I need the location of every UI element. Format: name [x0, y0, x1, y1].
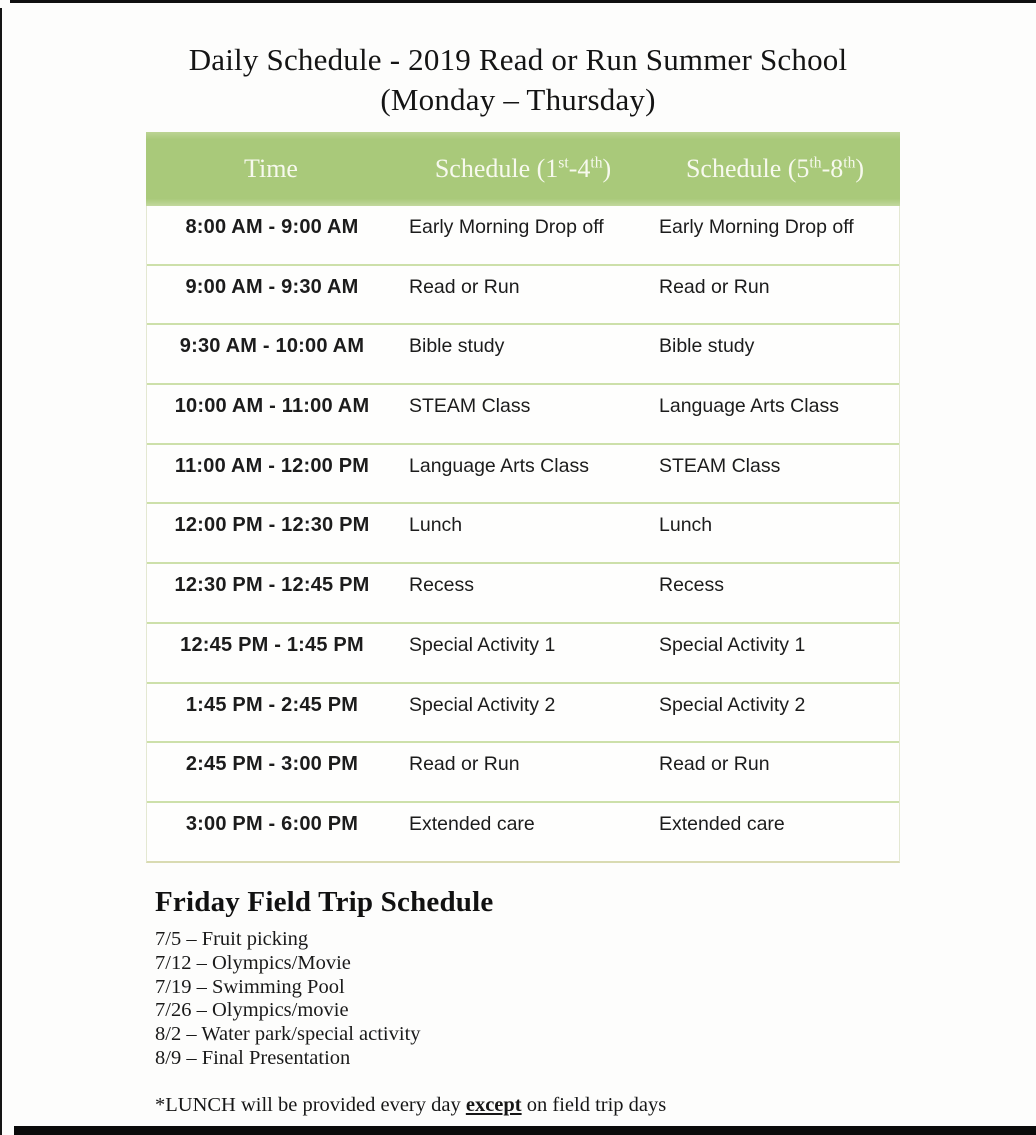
column-header-grade-5-8: Schedule (5th-8th) [685, 154, 865, 183]
friday-section-heading: Friday Field Trip Schedule [155, 886, 494, 918]
time-cell: 11:00 AM - 12:00 PM [174, 454, 370, 477]
page-title-line1: Daily Schedule - 2019 Read or Run Summer School [188, 42, 848, 77]
time-cell: 8:00 AM - 9:00 AM [185, 216, 359, 238]
table-row [147, 266, 899, 326]
lunch-note-pre: *LUNCH will be provided every day [155, 1094, 466, 1116]
lunch-note [155, 1094, 666, 1117]
daily-schedule-table [146, 132, 900, 863]
list-item: 7/5 – Fruit picking [155, 928, 309, 950]
grade-5-8-cell: Read or Run [659, 753, 770, 776]
grade-5-8-cell: Recess [659, 574, 725, 597]
scan-edge-bottom [14, 1126, 1036, 1135]
column-header-time: Time [244, 154, 298, 183]
grade-5-8-cell: Special Activity 1 [659, 633, 806, 656]
grade-1-4-cell: Recess [409, 574, 475, 597]
time-cell: 1:45 PM - 2:45 PM [185, 693, 359, 716]
time-cell: 10:00 AM - 11:00 AM [174, 395, 370, 418]
scan-edge-left [0, 8, 2, 1135]
lunch-note-emphasis: except [465, 1094, 522, 1116]
grade-5-8-cell: Extended care [659, 812, 785, 835]
list-item: 7/12 – Olympics/Movie [155, 951, 351, 974]
grade-5-8-cell: Early Morning Drop off [659, 216, 854, 238]
table-body [146, 206, 900, 863]
table-row [147, 206, 899, 266]
grade-5-8-cell: STEAM Class [659, 454, 781, 477]
time-cell: 2:45 PM - 3:00 PM [185, 753, 359, 776]
table-row [147, 684, 899, 744]
list-item: 8/2 – Water park/special activity [155, 1023, 421, 1046]
list-item: 8/9 – Final Presentation [155, 1046, 351, 1069]
time-cell: 9:00 AM - 9:30 AM [185, 275, 359, 298]
table-row [147, 504, 899, 564]
friday-trip-list [155, 928, 493, 1071]
time-cell: 12:30 PM - 12:45 PM [174, 574, 370, 597]
time-cell: 3:00 PM - 6:00 PM [185, 812, 359, 835]
table-row [147, 803, 899, 861]
table-row [147, 385, 899, 445]
table-row [147, 325, 899, 385]
grade-1-4-cell: Read or Run [409, 275, 520, 298]
grade-1-4-cell: Special Activity 1 [409, 633, 556, 656]
table-row [147, 564, 899, 624]
lunch-note-post: on field trip days [521, 1094, 667, 1116]
grade-1-4-cell: Bible study [409, 335, 505, 358]
grade-1-4-cell: Early Morning Drop off [409, 216, 604, 238]
column-header-grade-1-4: Schedule (1st-4th) [434, 154, 612, 183]
friday-field-trip-section [155, 886, 493, 1071]
grade-1-4-cell: STEAM Class [409, 395, 531, 418]
grade-1-4-cell: Read or Run [409, 753, 520, 776]
grade-1-4-cell: Special Activity 2 [409, 693, 556, 716]
grade-5-8-cell: Lunch [659, 514, 713, 537]
scan-edge-top [10, 0, 1036, 3]
grade-1-4-cell: Language Arts Class [409, 454, 589, 477]
page-title [0, 40, 1036, 120]
grade-5-8-cell: Read or Run [659, 275, 770, 298]
grade-5-8-cell: Bible study [659, 335, 755, 358]
time-cell: 12:45 PM - 1:45 PM [180, 633, 364, 656]
table-row [147, 624, 899, 684]
time-cell: 9:30 AM - 10:00 AM [179, 335, 365, 358]
list-item: 7/26 – Olympics/movie [155, 999, 349, 1022]
table-header-row [146, 132, 900, 206]
grade-5-8-cell: Special Activity 2 [659, 693, 806, 716]
table-row [147, 445, 899, 505]
list-item: 7/19 – Swimming Pool [155, 975, 345, 998]
grade-1-4-cell: Extended care [409, 812, 535, 835]
page-title-line2: (Monday – Thursday) [380, 82, 656, 117]
table-row [147, 743, 899, 803]
time-cell: 12:00 PM - 12:30 PM [174, 514, 370, 537]
grade-1-4-cell: Lunch [409, 514, 463, 537]
grade-5-8-cell: Language Arts Class [659, 395, 839, 418]
